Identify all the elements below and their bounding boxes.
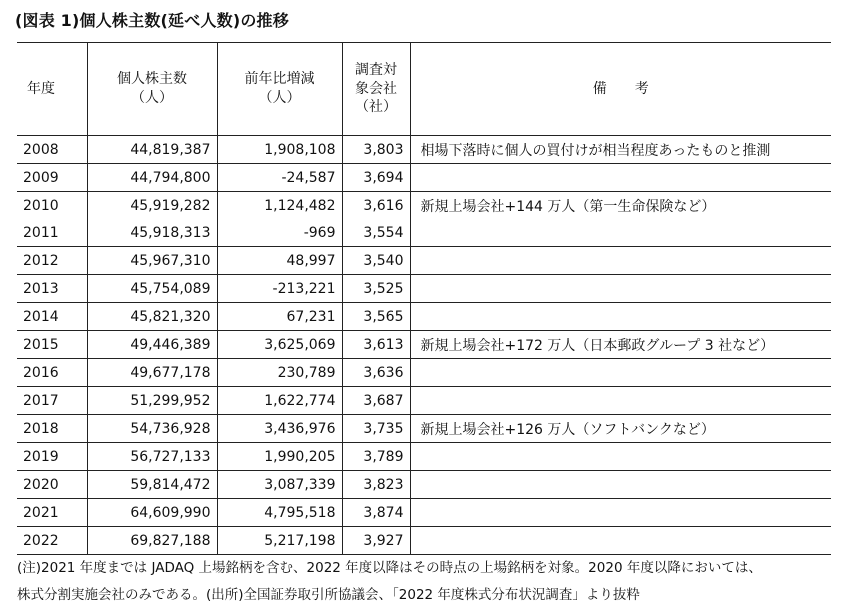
- year-cell: 2016: [23, 364, 59, 381]
- header-change-unit: （人）: [258, 90, 301, 106]
- holders-cell: 59,814,472: [87, 471, 217, 499]
- table-row: [17, 443, 831, 471]
- change-cell: 3,087,339: [217, 471, 342, 499]
- header-holders-label: 個人株主数: [117, 71, 187, 88]
- page-title: (図表 1)個人株主数(延べ人数)の推移: [15, 11, 289, 30]
- remark-cell: [410, 471, 831, 499]
- holders-cell: 49,677,178: [87, 359, 217, 387]
- companies-cell: 3,525: [342, 275, 410, 303]
- header-companies: [342, 43, 410, 136]
- table-row: [17, 275, 831, 303]
- table-row: [17, 527, 831, 555]
- remark-cell: [410, 359, 831, 387]
- header-year: 年度: [27, 80, 55, 97]
- companies-cell: 3,636: [342, 359, 410, 387]
- year-cell: 2013: [23, 280, 59, 297]
- holders-cell: 44,819,387: [87, 136, 217, 164]
- remark-cell: [410, 164, 831, 192]
- footnote-line-1: (注)2021 年度までは JADAQ 上場銘柄を含む、2022 年度以降はその時点の上場銘柄を対象。2020 年度以降においては、: [17, 560, 762, 576]
- year-cell: 2018: [23, 420, 59, 437]
- companies-cell: 3,735: [342, 415, 410, 443]
- year-cell: 2020: [23, 476, 59, 493]
- remark-cell: [410, 527, 831, 555]
- companies-cell: 3,694: [342, 164, 410, 192]
- holders-cell: 69,827,188: [87, 527, 217, 555]
- shareholders-table: [17, 42, 831, 555]
- holders-cell: 45,919,282: [87, 192, 217, 220]
- year-cell: 2011: [23, 224, 59, 241]
- change-cell: 1,908,108: [217, 136, 342, 164]
- year-cell: 2012: [23, 252, 59, 269]
- year-cell: 2014: [23, 308, 59, 325]
- table-row: [17, 164, 831, 192]
- remark-cell: [410, 499, 831, 527]
- holders-cell: 45,918,313: [87, 219, 217, 247]
- remark-cell: [410, 443, 831, 471]
- table-row: [17, 499, 831, 527]
- table-row: [17, 136, 831, 164]
- remark-cell: 相場下落時に個人の買付けが相当程度あったものと推測: [410, 136, 831, 164]
- year-cell: 2021: [23, 504, 59, 521]
- header-change: [217, 43, 342, 136]
- holders-cell: 56,727,133: [87, 443, 217, 471]
- change-cell: 3,625,069: [217, 331, 342, 359]
- table-row: [17, 303, 831, 331]
- table-row: [17, 219, 831, 247]
- holders-cell: 45,967,310: [87, 247, 217, 275]
- companies-cell: 3,554: [342, 219, 410, 247]
- remark-cell: [410, 303, 831, 331]
- companies-cell: 3,565: [342, 303, 410, 331]
- header-change-label: 前年比増減: [244, 71, 315, 88]
- companies-cell: 3,687: [342, 387, 410, 415]
- holders-cell: 45,821,320: [87, 303, 217, 331]
- remark-cell: [410, 247, 831, 275]
- footnote-line-2: 株式分割実施会社のみである。(出所)全国証券取引所協議会、「2022 年度株式分布状況調査」より抜粋: [17, 587, 640, 603]
- table-header-row: [17, 43, 831, 136]
- companies-cell: 3,540: [342, 247, 410, 275]
- change-cell: -24,587: [217, 164, 342, 192]
- change-cell: 1,990,205: [217, 443, 342, 471]
- year-cell: 2010: [23, 197, 59, 214]
- holders-cell: 44,794,800: [87, 164, 217, 192]
- companies-cell: 3,874: [342, 499, 410, 527]
- table-row: [17, 247, 831, 275]
- remark-cell: [410, 275, 831, 303]
- holders-cell: 51,299,952: [87, 387, 217, 415]
- header-companies-label-2: 象会社: [355, 80, 397, 97]
- year-cell: 2019: [23, 448, 59, 465]
- remark-cell: [410, 219, 831, 247]
- remark-cell: 新規上場会社+172 万人（日本郵政グループ 3 社など）: [410, 331, 831, 359]
- companies-cell: 3,613: [342, 331, 410, 359]
- change-cell: 48,997: [217, 247, 342, 275]
- header-holders-unit: （人）: [131, 90, 173, 106]
- change-cell: 3,436,976: [217, 415, 342, 443]
- table-body: [17, 136, 831, 555]
- year-cell: 2009: [23, 169, 59, 186]
- remark-cell: [410, 387, 831, 415]
- change-cell: 230,789: [217, 359, 342, 387]
- companies-cell: 3,927: [342, 527, 410, 555]
- holders-cell: 49,446,389: [87, 331, 217, 359]
- table-row: [17, 387, 831, 415]
- companies-cell: 3,803: [342, 136, 410, 164]
- table-row: [17, 192, 831, 220]
- holders-cell: 64,609,990: [87, 499, 217, 527]
- holders-cell: 54,736,928: [87, 415, 217, 443]
- change-cell: 1,622,774: [217, 387, 342, 415]
- change-cell: -969: [217, 219, 342, 247]
- change-cell: 4,795,518: [217, 499, 342, 527]
- table-row: [17, 471, 831, 499]
- year-cell: 2017: [23, 392, 59, 409]
- holders-cell: 45,754,089: [87, 275, 217, 303]
- remark-cell: 新規上場会社+144 万人（第一生命保険など）: [410, 192, 831, 220]
- remark-cell: 新規上場会社+126 万人（ソフトバンクなど）: [410, 415, 831, 443]
- change-cell: -213,221: [217, 275, 342, 303]
- companies-cell: 3,616: [342, 192, 410, 220]
- change-cell: 67,231: [217, 303, 342, 331]
- companies-cell: 3,789: [342, 443, 410, 471]
- header-companies-label-1: 調査対: [355, 61, 397, 78]
- table-row: [17, 331, 831, 359]
- change-cell: 1,124,482: [217, 192, 342, 220]
- year-cell: 2015: [23, 336, 59, 353]
- companies-cell: 3,823: [342, 471, 410, 499]
- table-row: [17, 359, 831, 387]
- table-row: [17, 415, 831, 443]
- header-holders: [87, 43, 217, 136]
- header-companies-unit: （社）: [355, 99, 397, 116]
- year-cell: 2008: [23, 141, 59, 158]
- change-cell: 5,217,198: [217, 527, 342, 555]
- year-cell: 2022: [23, 532, 59, 549]
- header-remarks: 備 考: [410, 43, 831, 136]
